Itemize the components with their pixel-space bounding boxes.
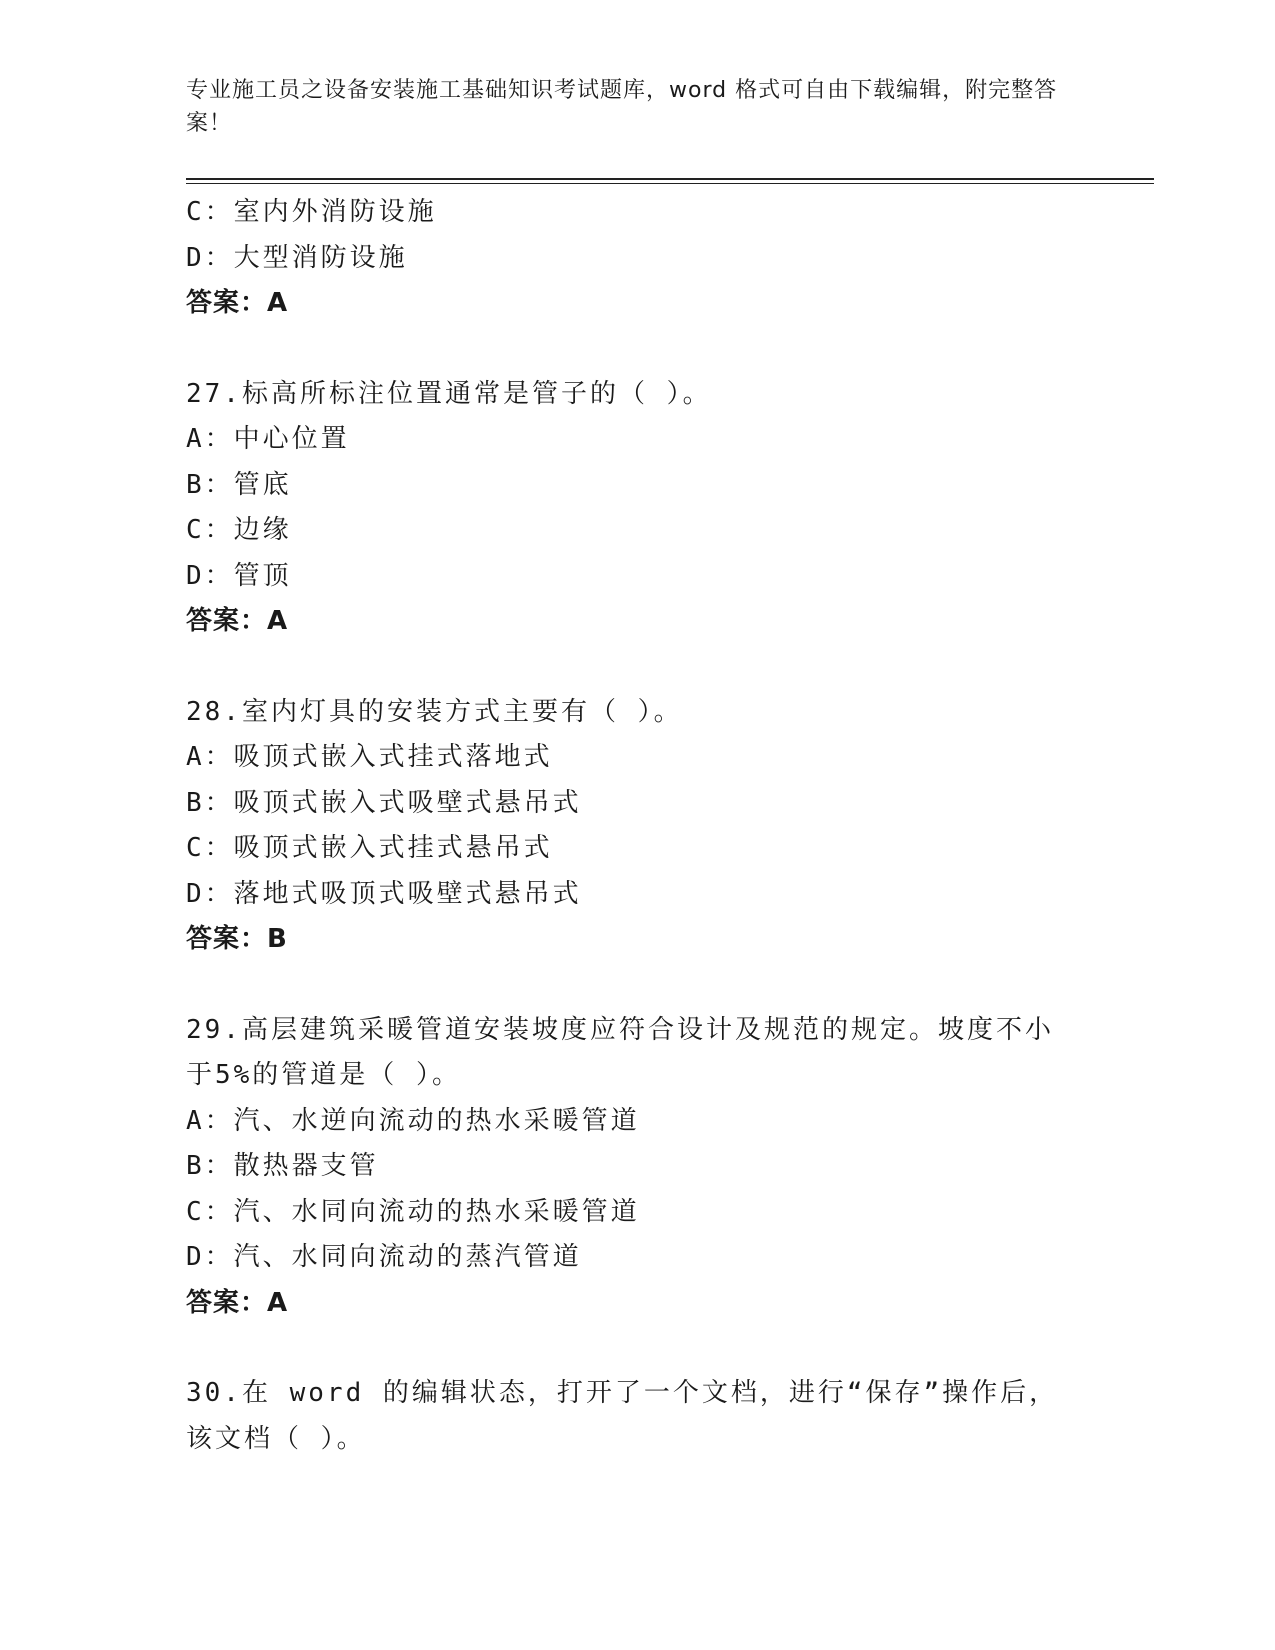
header-rule-thick xyxy=(186,178,1154,180)
answer-line: 答案：A xyxy=(186,606,289,636)
question-text: 28.室内灯具的安装方式主要有（ ）。 xyxy=(186,696,683,727)
question-list xyxy=(186,190,1086,1462)
option-a: A：吸顶式嵌入式挂式落地式 xyxy=(186,742,553,772)
answer-line: 答案：A xyxy=(186,288,289,318)
question-block-29 xyxy=(186,1008,1086,1327)
question-gap xyxy=(186,963,1086,1008)
option-d: D：汽、水同向流动的蒸汽管道 xyxy=(186,1242,582,1272)
question-block-27 xyxy=(186,372,1086,645)
question-block-30 xyxy=(186,1371,1086,1462)
document-header: 专业施工员之设备安装施工基础知识考试题库，word 格式可自由下载编辑，附完整答案！ xyxy=(186,78,1058,136)
option-a: A：中心位置 xyxy=(186,424,350,454)
question-gap xyxy=(186,1326,1086,1371)
answer-line: 答案：A xyxy=(186,1287,289,1318)
option-c: C：室内外消防设施 xyxy=(186,197,437,227)
option-b: B：管底 xyxy=(186,469,292,500)
question-text: 27.标高所标注位置通常是管子的（ ）。 xyxy=(186,378,712,409)
header-rule-thin xyxy=(186,183,1154,184)
question-block-28 xyxy=(186,690,1086,963)
answer-line: 答案：B xyxy=(186,924,288,954)
option-a: A：汽、水逆向流动的热水采暖管道 xyxy=(186,1105,640,1136)
option-d: D：大型消防设施 xyxy=(186,242,408,273)
option-c: C：汽、水同向流动的热水采暖管道 xyxy=(186,1196,640,1227)
option-c: C：吸顶式嵌入式挂式悬吊式 xyxy=(186,833,553,863)
option-d: D：管顶 xyxy=(186,560,292,591)
question-text: 29.高层建筑采暖管道安装坡度应符合设计及规范的规定。坡度不小于5%的管道是（ ）。 xyxy=(186,1014,1054,1090)
question-gap xyxy=(186,327,1086,372)
option-c: C：边缘 xyxy=(186,515,292,545)
question-gap xyxy=(186,645,1086,690)
option-d: D：落地式吸顶式吸壁式悬吊式 xyxy=(186,878,582,909)
option-b: B：吸顶式嵌入式吸壁式悬吊式 xyxy=(186,787,582,818)
option-b: B：散热器支管 xyxy=(186,1151,379,1181)
question-block-26 xyxy=(186,190,1086,327)
question-text: 30.在 word 的编辑状态，打开了一个文档，进行“保存”操作后，该文档（ ）。 xyxy=(186,1378,1059,1454)
